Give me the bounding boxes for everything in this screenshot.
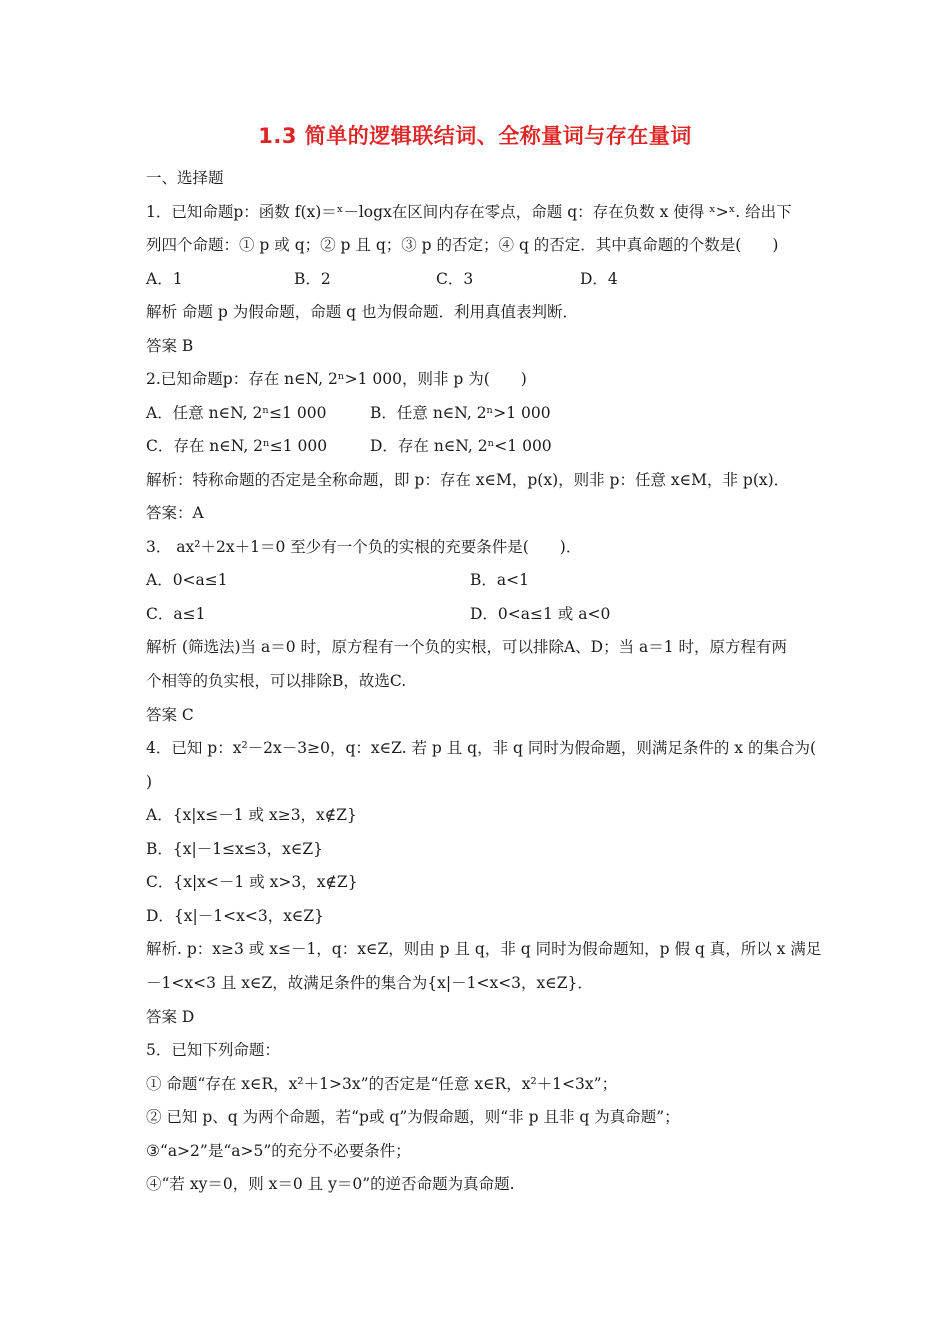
q3-option-b: B．a<1 bbox=[470, 571, 529, 589]
text-line: B．{x|－1≤x≤3，x∈Z} bbox=[146, 840, 324, 858]
text-line: 3． ax²＋2x＋1＝0 至少有一个负的实根的充要条件是( )． bbox=[146, 538, 582, 556]
text-line: 答案 C bbox=[146, 706, 194, 724]
q3-option-a: A．0<a≤1 bbox=[146, 571, 228, 589]
q1-option-a: A．1 bbox=[146, 270, 183, 288]
text-line: 4．已知 p：x²－2x－3≥0，q：x∈Z. 若 p 且 q，非 q 同时为假命题，则满足条件的 x 的集合为( bbox=[146, 739, 817, 757]
q1-option-d: D．4 bbox=[580, 270, 618, 288]
q1-option-c: C．3 bbox=[436, 270, 474, 288]
q3-option-d: D．0<a≤1 或 a<0 bbox=[470, 605, 611, 623]
text-line: 解析. p：x≥3 或 x≤－1，q：x∈Z，则由 p 且 q，非 q 同时为假命题知，p 假 q 真，所以 x 满足 bbox=[146, 940, 822, 958]
text-line: 答案：A bbox=[146, 504, 204, 522]
text-line: 解析 命题 p 为假命题，命题 q 也为假命题．利用真值表判断． bbox=[146, 303, 578, 321]
q2-option-a: A．任意 n∈N, 2ⁿ≤1 000 bbox=[146, 404, 327, 422]
text-line: 答案 B bbox=[146, 337, 194, 355]
text-line: A．{x|x≤－1 或 x≥3，x∉Z} bbox=[146, 806, 357, 824]
q2-option-b: B．任意 n∈N, 2ⁿ>1 000 bbox=[370, 404, 551, 422]
text-line: 列四个命题：① p 或 q；② p 且 q；③ p 的否定；④ q 的否定．其中真命题的个数是( ) bbox=[146, 236, 779, 254]
q3-option-c: C．a≤1 bbox=[146, 605, 206, 623]
page-title: 1.3 简单的逻辑联结词、全称量词与存在量词 bbox=[258, 124, 692, 148]
q1-option-b: B．2 bbox=[294, 270, 331, 288]
text-line: 解析：特称命题的否定是全称命题，即 p：存在 x∈M，p(x)，则非 p：任意 x∈M，非 p(x)． bbox=[146, 471, 790, 489]
text-line: ① 命题“存在 x∈R，x²＋1>3x”的否定是“任意 x∈R，x²＋1<3x”； bbox=[146, 1075, 618, 1093]
text-line: ④“若 xy＝0，则 x＝0 且 y＝0”的逆否命题为真命题. bbox=[146, 1175, 515, 1193]
text-line: ) bbox=[146, 773, 153, 791]
text-line: 一、选择题 bbox=[146, 169, 224, 187]
text-line: 1．已知命题p：函数 f(x)＝ˣ－logx在区间内存在零点，命题 q：存在负数 x 使得 ˣ>ˣ. 给出下 bbox=[146, 203, 792, 221]
text-line: 2.已知命题p：存在 n∈N, 2ⁿ>1 000，则非 p 为( ) bbox=[146, 370, 527, 388]
text-line: 个相等的负实根，可以排除B，故选C. bbox=[146, 672, 407, 690]
q2-option-d: D．存在 n∈N, 2ⁿ<1 000 bbox=[370, 437, 552, 455]
text-line: ③“a>2”是“a>5”的充分不必要条件； bbox=[146, 1142, 411, 1160]
text-line: ② 已知 p、q 为两个命题，若“p或 q”为假命题，则“非 p 且非 q 为真命题”； bbox=[146, 1108, 680, 1126]
text-line: D．{x|－1<x<3，x∈Z} bbox=[146, 907, 325, 925]
text-line: C．{x|x<－1 或 x>3，x∉Z} bbox=[146, 873, 358, 891]
text-line: 答案 D bbox=[146, 1008, 195, 1026]
text-line: 5．已知下列命题： bbox=[146, 1041, 280, 1059]
text-line: 解析 (筛选法)当 a＝0 时，原方程有一个负的实根，可以排除A、D；当 a＝1 时，原方程有两 bbox=[146, 638, 788, 656]
q2-option-c: C．存在 n∈N, 2ⁿ≤1 000 bbox=[146, 437, 328, 455]
text-line: －1<x<3 且 x∈Z，故满足条件的集合为{x|－1<x<3，x∈Z}． bbox=[146, 974, 593, 992]
